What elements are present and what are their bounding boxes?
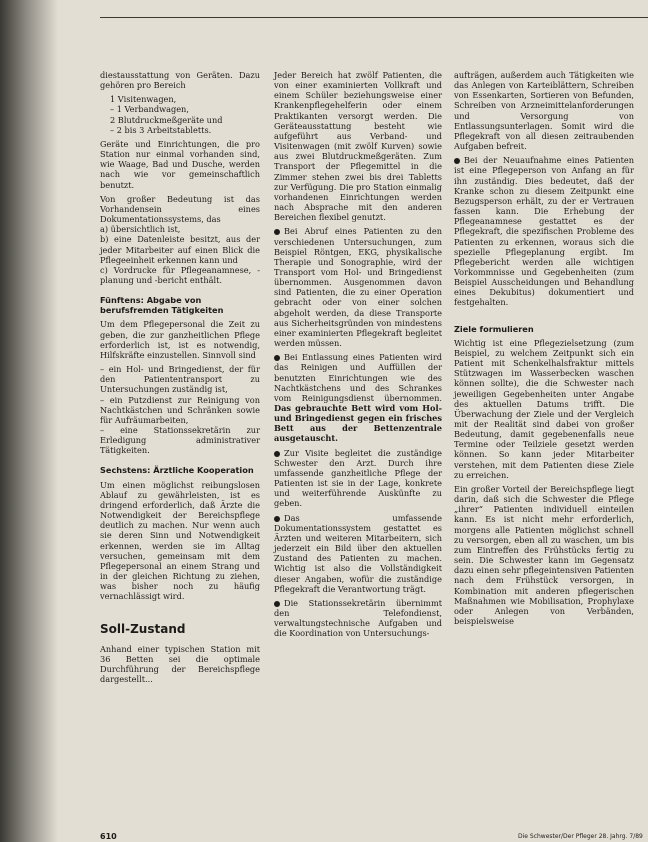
section-heading: Ziele formulieren [454,323,534,334]
bullet-icon [274,601,280,607]
bullet-icon [274,516,280,522]
document-page [58,0,648,842]
list-item: c) Vordrucke für Pflegeanamnese, -planung und -bericht enthält. [100,264,260,285]
section-heading: Sechstens: Ärztliche Kooperation [100,465,254,476]
paragraph: Jeder Bereich hat zwölf Patienten, die von einer examinierten Vollkraft und einem Schüler beziehungsweise einer Krankenpflegehelferin oder einem Praktikanten versorgt werden. Die Geräteausstattung besteht wie aufgeführt aus Verband- und Visitenwagen (mit zwölf Kurven) sowie aus zwei Blutdruckmeßgeräten. Zum Transport der Pflegemittel in die Zimmer stehen zwei bis drei Tabletts zur Verfügung. Die pro Station einmalig vorhandenen Einrichtungen werden nach Absprache mit den anderen Bereichen flexibel genutzt. [274,70,442,223]
paragraph: Anhand einer typischen Station mit 36 Betten sei die optimale Durchführung der Bereichspflege dargestellt... [100,643,260,685]
list-item: – ein Hol- und Bringedienst, der für den Patiententransport zu Untersuchungen zuständig ist, [100,364,260,395]
column-3 [454,70,634,630]
bullet-icon [274,355,280,361]
paragraph: aufträgen, außerdem auch Tätigkeiten wie das Anlegen von Karteiblättern, Schreiben von Essenkarten, Sortieren von Befunden, Schreiben von Arzneimittelanforderungen und Versorgung von Entlassungsunterlagen. Somit wird die Pflegekraft von all diesen zeitraubenden Aufgaben befreit. [454,70,634,152]
journal-source: Die Schwester/Der Pfleger 28. Jahrg. 7/89 [518,833,643,840]
equipment-list [110,94,260,135]
list-item: b) eine Datenleiste besitzt, aus der jeder Mitarbeiter auf einen Blick die Pflegeeinheit erkennen kann und [100,234,260,265]
bullet-icon [454,158,460,164]
list-item: 1 Visitenwagen, [110,94,177,105]
bullet-text: Die Stationssekretärin übernimmt den Telefondienst, verwaltungstechnische Aufgaben und die Koordination von Untersuchungs- [274,597,442,639]
column-2 [274,70,442,642]
section-heading-large: Soll-Zustand [100,621,186,636]
paragraph: Ein großer Vorteil der Bereichspflege liegt darin, daß sich die Schwester die Pflege „ihrer“ Patienten individuell einteilen kann. Es ist nicht mehr erforderlich, morgens alle Patienten möglichst schnell zu versorgen, eben all zu waschen, um bis zum Eintreffen des Frühstücks fertig zu sein. Die Schwester kann im Gegensatz dazu einen sehr pflegeintensiven Patienten nach dem Frühstück versorgen, in Kombination mit anderen pflegerischen Maßnahmen wie Mobilisation, Prophylaxe oder Anlegen von Verbänden, beispielsweise [454,483,634,626]
bullet-paragraph [454,155,634,307]
paragraph: Um einen möglichst reibungslosen Ablauf zu gewährleisten, ist es dringend erforderlich, daß Ärzte die Notwendigkeit der Bereichspflege deutlich zu machen. Nur wenn auch sie deren Sinn und Notwendigkeit erkennen, werden sie im Alltag versuchen, gemeinsam mit dem Pflegepersonal an einem Strang und in der gleichen Richtung zu ziehen, was bisher noch zu häufig vernachlässigt wird. [100,479,260,602]
bullet-text: Das umfassende Dokumentationssystem gestattet es Ärzten und weiteren Mitarbeitern, sich jederzeit ein Bild über den aktuellen Zustand des Patienten zu machen. Wichtig ist also die Vollständigkeit dieser Angaben, wofür die zuständige Pflegekraft die Verantwortung trägt. [274,512,442,594]
bullet-text: Bei Entlassung eines Patienten wird das Reinigen und Auffüllen der benutzten Einrichtungen wie des Nachtkästchens und des Schrankes vom Reinigungsdienst übernommen. [274,352,442,403]
bullet-paragraph [274,513,442,594]
helper-list [100,364,260,455]
bullet-icon [274,229,280,235]
page-number: 610 [100,832,117,841]
list-item: – ein Putzdienst zur Reinigung von Nachtkästchen und Schränken sowie für Aufräumarbeiten, [100,394,260,425]
scan-binding-shadow [0,0,58,842]
paragraph: Von großer Bedeutung ist das Vorhandensein eines Dokumentationssystems, das [100,193,260,225]
bullet-paragraph [274,598,442,639]
bullet-text-bold: Das gebrauchte Bett wird vom Hol- und Bringedienst gegen ein frisches Bett aus der Bettenzentrale ausgetauscht. [274,403,442,444]
list-item: a) übersichtlich ist, [100,224,181,235]
section-heading: Fünftens: Abgabe von berufsfremden Tätigkeiten [100,295,224,316]
list-item: – eine Stationssekretärin zur Erledigung administrativer Tätigkeiten. [100,425,260,456]
list-item: 2 Blutdruckmeßgeräte und [110,114,223,125]
list-item: – 1 Verbandwagen, [110,104,189,115]
bullet-text: Bei Abruf eines Patienten zu den verschiedenen Untersuchungen, zum Beispiel Röntgen, EKG, physikalische Therapie und Sonographie, wird der Transport vom Hol- und Bringedienst übernommen. Ausgenommen davon sind Patienten, die zu einer Operation gebracht oder von einer solchen abgeholt werden, da diese Transporte aus Sicherheitsgründen von mindestens einer examinierten Pflegekraft begleitet werden müssen. [274,226,442,349]
paragraph: Um dem Pflegepersonal die Zeit zu geben, die zur ganzheitlichen Pflege erforderlich ist, ist es notwendig, Hilfskräfte einzustellen. Sinnvoll sind [100,319,260,360]
column-1 [100,70,260,688]
bullet-paragraph [274,226,442,348]
paragraph: Wichtig ist eine Pflegezielsetzung (zum Beispiel, zu welchem Zeitpunkt sich ein Patient mit Schenkelhalsfraktur mittels Stützwagen im Wasserbecken waschen können sollte), die die Schwester nach jeweiligen Gegebenheiten unter Angabe des aktuellen Datums trifft. Die Überwachung der Ziele und der Vergleich mit der Realität sind dabei von großer Bedeutung, damit gegebenenfalls neue Termine oder Teilziele gesetzt werden können. So kann jeder Mitarbeiter verstehen, mit dem Patienten diese Ziele zu erreichen. [454,337,634,480]
paragraph: diestausstattung von Geräten. Dazu gehören pro Bereich [100,70,260,91]
bullet-text: Zur Visite begleitet die zuständige Schwester den Arzt. Durch ihre umfassende ganzheitliche Pflege der Patienten ist sie in der Lage, konkrete und weiterführende Auskünfte zu geben. [274,447,442,509]
bullet-icon [274,451,280,457]
bullet-paragraph [274,352,442,443]
paragraph: Geräte und Einrichtungen, die pro Station nur einmal vorhanden sind, wie Waage, Bad und Dusche, werden nach wie vor gemeinschaftlich benutzt. [100,138,260,190]
list-item: – 2 bis 3 Arbeitstabletts. [110,124,212,135]
bullet-paragraph [274,448,442,509]
bullet-text: Bei der Neuaufnahme eines Patienten ist eine Pflegeperson von Anfang an für ihn zuständig. Dies bedeutet, daß der Kranke schon zu diesem Zeitpunkt eine Bezugsperson erhält, zu der er Vertrauen fassen kann. Die Erhebung der Pflegeanamnese gestattet es der Pflegekraft, die spezifischen Probleme des Patienten zu erkennen, woraus sich die spezielle Pflegeplanung ergibt. Im Pflegebericht werden alle wichtigen Vorkommnisse und Gegebenheiten (zum Beispiel Ausscheidungen und Behandlung eines Dekubitus) dokumentiert und festgehalten. [454,155,634,308]
header-rule [100,17,648,18]
